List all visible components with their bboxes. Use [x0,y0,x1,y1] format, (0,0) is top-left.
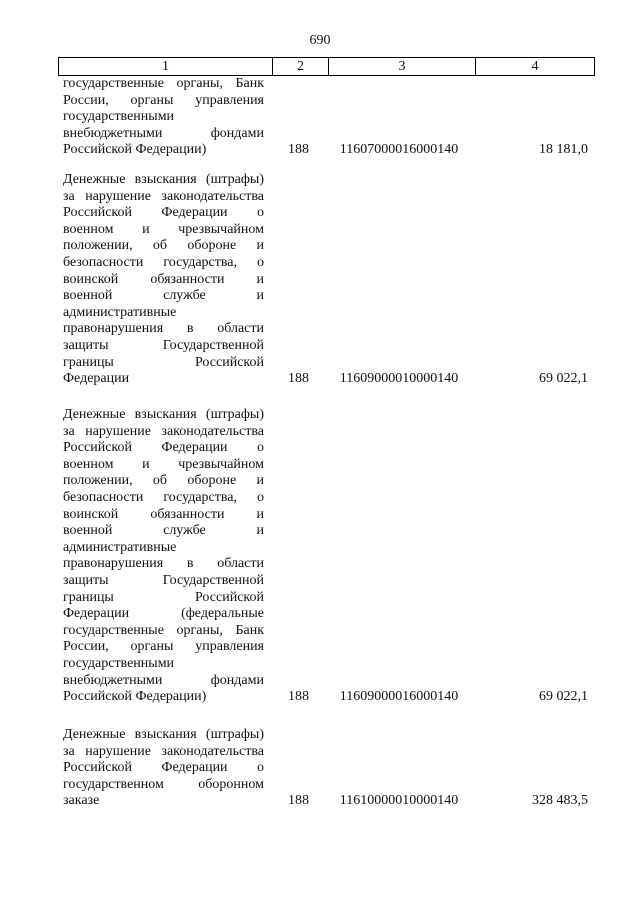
description-line: положении, об обороне и [63,473,264,489]
description-line: безопасности государства, о [63,489,264,505]
description-line: правонарушения в области [63,556,264,572]
description-line: внебюджетными фондами [63,672,264,688]
description-line: положении, об обороне и [63,238,264,254]
description-line: Денежные взыскания (штрафы) [63,172,264,187]
description-line: Федерации (федеральные [63,606,264,622]
budget-code: 11610000010000140 [339,793,459,809]
admin-code: 188 [288,371,309,387]
description-line: военной службе и [63,523,264,539]
description-line: военном и чрезвычайном [63,221,264,237]
row-description [63,727,264,810]
description-line: Российской Федерации) [63,142,207,158]
description-line: государственными [63,655,175,671]
description-line: границы Российской [63,354,264,370]
description-line: за нарушение законодательства [63,188,264,204]
column-header-4: 4 [476,58,595,76]
row-description [63,76,264,159]
description-line: за нарушение законодательства [63,423,264,439]
amount: 69 022,1 [539,689,588,705]
description-line: безопасности государства, о [63,254,264,270]
description-line: военном и чрезвычайном [63,456,264,472]
description-line: административные [63,304,177,320]
description-line: воинской обязанности и [63,506,264,522]
description-line: государственными [63,109,175,125]
row-description [63,407,264,706]
amount: 69 022,1 [539,371,588,387]
description-line: Российской Федерации) [63,689,207,705]
description-line: Российской Федерации о [63,760,264,776]
description-line: России, органы управления [63,92,264,108]
description-line: административные [63,539,177,555]
column-header-1: 1 [59,58,273,76]
description-line: государственные органы, Банк [63,622,264,638]
admin-code: 188 [288,142,309,158]
budget-code: 11607000016000140 [339,142,459,158]
column-header-2: 2 [273,58,329,76]
admin-code: 188 [288,689,309,705]
description-line: государственном оборонном [63,776,264,792]
description-line: внебюджетными фондами [63,125,264,141]
description-line: Федерации [63,371,130,387]
budget-code: 11609000016000140 [339,689,459,705]
description-line: за нарушение законодательства [63,743,264,759]
description-line: военной службе и [63,288,264,304]
amount: 18 181,0 [539,142,588,158]
amount: 328 483,5 [532,793,588,809]
column-header-3: 3 [329,58,476,76]
column-header-row [59,58,595,76]
description-line: защиты Государственной [63,337,264,353]
description-line: государственные органы, Банк [63,76,264,91]
description-line: границы Российской [63,589,264,605]
column-header-table [58,57,595,76]
budget-code: 11609000010000140 [339,371,459,387]
row-description [63,172,264,388]
description-line: воинской обязанности и [63,271,264,287]
description-line: защиты Государственной [63,572,264,588]
description-line: России, органы управления [63,639,264,655]
description-line: Российской Федерации о [63,440,264,456]
description-line: заказе [63,793,100,809]
page-number: 690 [309,33,331,48]
description-line: Денежные взыскания (штрафы) [63,407,264,422]
description-line: правонарушения в области [63,321,264,337]
admin-code: 188 [288,793,309,809]
description-line: Денежные взыскания (штрафы) [63,727,264,742]
description-line: Российской Федерации о [63,205,264,221]
